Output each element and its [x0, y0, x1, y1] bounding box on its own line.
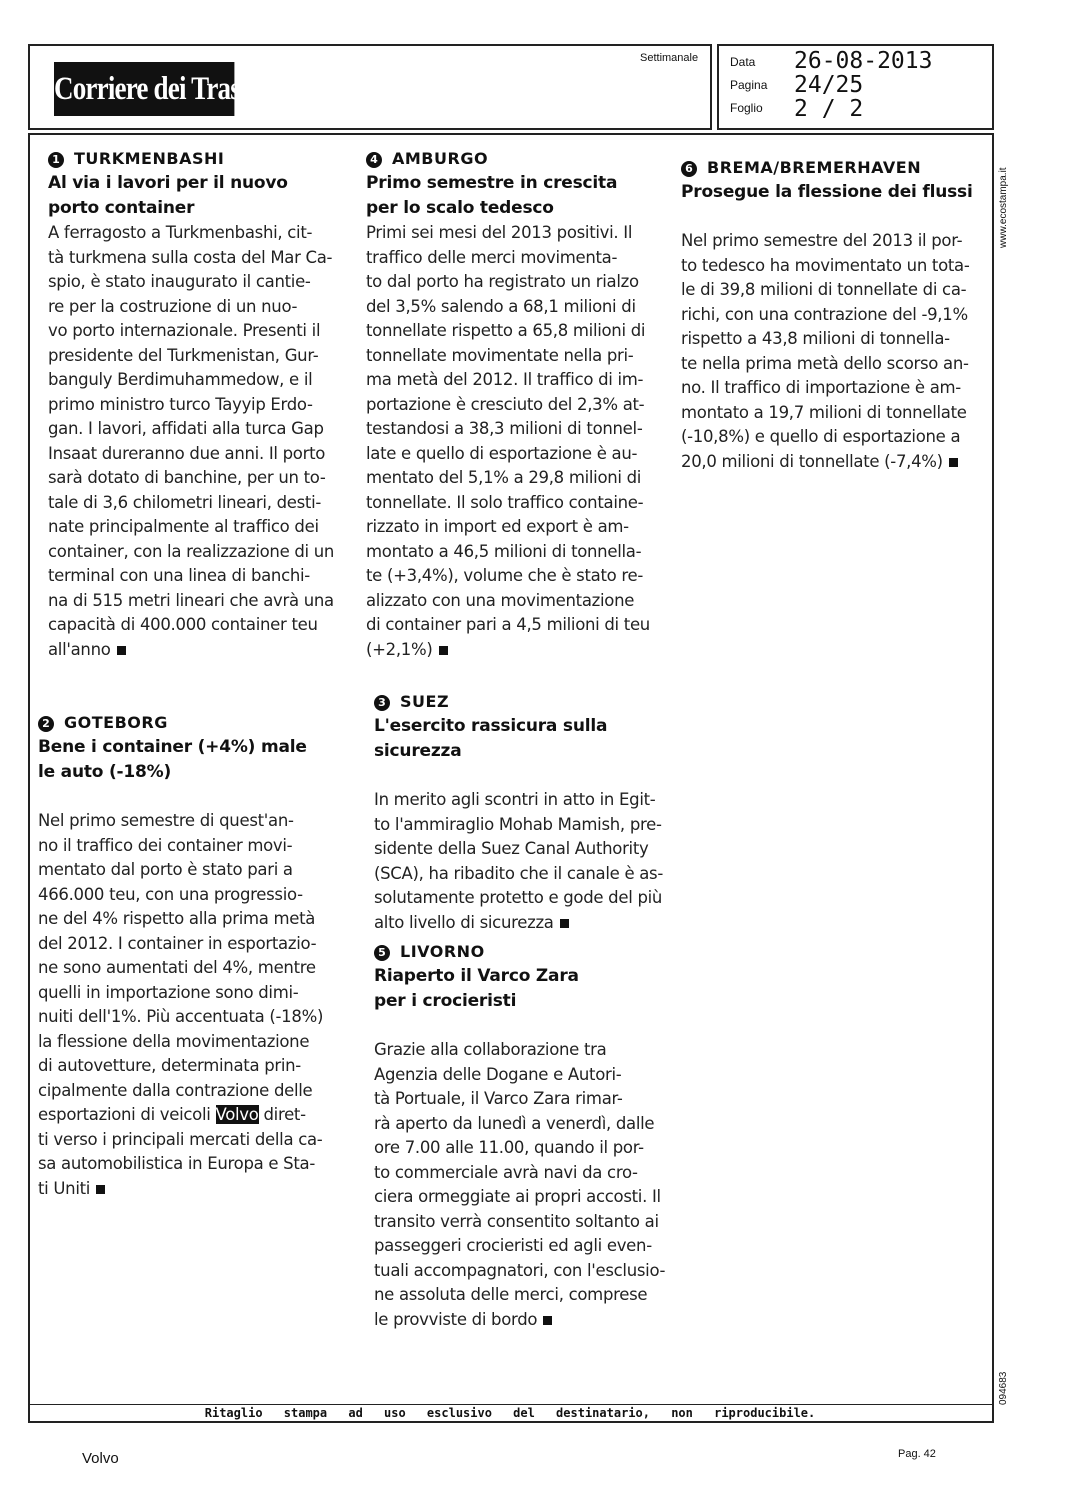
text-line: (-10,8%) e quello di esportazione a — [681, 427, 961, 446]
article-kicker: 3 SUEZ — [374, 690, 674, 714]
website-label: www.ecostampa.it — [998, 167, 1009, 248]
text-line: Agenzia delle Dogane e Autori- — [374, 1064, 622, 1084]
article-body — [366, 221, 666, 662]
keyword-label: Volvo — [82, 1450, 119, 1467]
number-badge-icon: 2 — [38, 716, 54, 732]
text-line: A ferragosto a Turkmenbashi, cit- — [48, 223, 313, 242]
text-line: la flessione della movimentazione — [38, 1031, 310, 1051]
article-suez — [374, 690, 674, 935]
article-turkmenbashi — [48, 147, 348, 662]
text-line: no. Il traffico di importazione è am- — [681, 378, 961, 397]
text-line: per i crocieristi — [374, 991, 517, 1011]
text-line: montato a 19,7 milioni di tonnellate — [681, 402, 967, 422]
text-line: re per la costruzione di un nuo- — [48, 296, 298, 316]
text-line: Nel primo semestre del 2013 il por- — [681, 231, 963, 250]
text-line: all'anno — [48, 638, 348, 663]
text-line: spio, è stato inaugurato il cantie- — [48, 272, 311, 291]
number-badge-icon: 4 — [366, 152, 382, 168]
text-line: alto livello di sicurezza — [374, 911, 674, 936]
text-line: sa automobilistica in Europa e Sta- — [38, 1154, 315, 1173]
article-kicker: 2 GOTEBORG — [38, 711, 338, 735]
pagina-label: Pagina — [730, 78, 768, 92]
number-badge-icon: 5 — [374, 945, 390, 961]
text-line: te (+3,4%), volume che è stato re- — [366, 566, 643, 585]
text-line: to dal porto ha registrato un rialzo — [366, 272, 639, 291]
text-line: 20,0 milioni di tonnellate (-7,4%) — [681, 450, 981, 475]
text-line: ore 7.00 alle 11.00, quando il por- — [374, 1138, 644, 1157]
text-line: rizzato in import ed export è am- — [366, 517, 629, 536]
text-line: to tedesco ha movimentato un tota- — [681, 255, 970, 275]
text-line: richi, con una contrazione del -9,1% — [681, 304, 968, 324]
article-kicker: 4 AMBURGO — [366, 147, 666, 171]
text-line: na di 515 metri lineari che avrà una — [48, 590, 334, 610]
text-line: vo porto internazionale. Presenti il — [48, 321, 321, 340]
text-line: transito verrà consentito soltanto ai — [374, 1211, 659, 1231]
clipping-code: 094683 — [998, 1371, 1009, 1405]
article-kicker: 1 TURKMENBASHI — [48, 147, 348, 171]
article-amburgo — [366, 147, 666, 662]
text-line: ne sono aumentati del 4%, mentre — [38, 958, 316, 977]
text-line: Primi sei mesi del 2013 positivi. Il — [366, 223, 633, 242]
article-body — [681, 229, 981, 474]
text-line: testandosi a 38,3 milioni di tonnel- — [366, 419, 643, 438]
text-line: tonnellate rispetto a 65,8 milioni di — [366, 321, 646, 340]
text-line: presidente del Turkmenistan, Gur- — [48, 345, 319, 365]
foglio-value: 2 / 2 — [794, 96, 864, 122]
text-line: del 3,5% salendo a 68,1 milioni di — [366, 296, 636, 316]
text-line: ne assoluta delle merci, comprese — [374, 1285, 648, 1304]
text-line: cipalmente dalla contrazione delle — [38, 1080, 313, 1100]
text-line: primo ministro turco Tayyip Erdo- — [48, 394, 313, 414]
article-title — [374, 714, 674, 764]
article-kicker: 5 LIVORNO — [374, 940, 674, 964]
article-title — [366, 171, 666, 221]
text-line: le provviste di bordo — [374, 1308, 674, 1333]
text-line: Grazie alla collaborazione tra — [374, 1040, 607, 1059]
text-line: capacità di 400.000 container teu — [48, 615, 318, 634]
text-line: no il traffico dei container movi- — [38, 835, 293, 855]
article-brema-bremerhaven — [681, 156, 981, 474]
end-mark-icon — [96, 1185, 105, 1194]
data-label: Data — [730, 55, 756, 69]
text-line: In merito agli scontri in atto in Egit- — [374, 790, 656, 809]
text-line: rispetto a 43,8 milioni di tonnella- — [681, 329, 950, 348]
number-badge-icon: 6 — [681, 161, 697, 177]
text-line: Nel primo semestre di quest'an- — [38, 811, 294, 830]
text-line: ne del 4% rispetto alla prima metà — [38, 909, 316, 928]
end-mark-icon — [117, 646, 126, 655]
text-line: 466.000 teu, con una progressio- — [38, 884, 303, 904]
article-livorno — [374, 940, 674, 1332]
text-line: container, con la realizzazione di un — [48, 541, 335, 561]
article-kicker: 6 BREMA/BREMERHAVEN — [681, 156, 981, 180]
text-line: terminal con una linea di banchi- — [48, 566, 310, 585]
text-line: mentato del 5,1% a 29,8 milioni di — [366, 468, 642, 487]
pagina-value: 24/25 — [794, 72, 864, 98]
text-line: gan. I lavori, affidati alla turca Gap — [48, 419, 324, 438]
text-line: tonnellate. Il solo traffico containe- — [366, 492, 644, 512]
text-line: L'esercito rassicura sulla sicurezza — [374, 716, 608, 761]
text-line: rà aperto da lunedì a venerdì, dalle — [374, 1113, 655, 1133]
number-badge-icon: 3 — [374, 695, 390, 711]
footer-divider — [30, 1404, 992, 1405]
highlighted-keyword: Volvo — [215, 1105, 259, 1124]
text-line: te nella prima metà dello scorso an- — [681, 353, 969, 373]
article-body — [374, 788, 674, 935]
text-line: (SCA), ha ribadito che il canale è as- — [374, 863, 664, 883]
data-value: 26-08-2013 — [794, 48, 933, 74]
page-number: Pag. 42 — [898, 1448, 936, 1460]
text-line: sidente della Suez Canal Authority — [374, 839, 649, 858]
text-line: alizzato con una movimentazione — [366, 590, 635, 610]
text-line: to commerciale avrà navi da cro- — [374, 1162, 638, 1182]
text-line: ti Uniti — [38, 1177, 338, 1202]
text-line: montato a 46,5 milioni di tonnella- — [366, 541, 642, 561]
article-body: Nel primo semestre di quest'an- no il traffico dei container movi- mentato dal porto è stato pari a 466.000 teu, con una progressio- ne del 4% rispetto alla prima metà del 2012. I container in esportazio- ne sono aumentati del 4%, mentre quelli in importazione sono dimi- nuiti dell'1%. Più accentuata (-18%) la flessione della movimentazione di autovetture, determinata prin- cipalmente dalla contrazione delle esportazioni di veicoli Volvo diret- ti verso i principali mercati della ca- sa automobilistica in Europa e Sta- ti Uniti — [38, 809, 338, 1201]
newspaper-logo: Corriere dei Trasporti — [54, 62, 234, 116]
text-line: sarà dotato di banchine, per un to- — [48, 468, 326, 487]
article-title — [38, 735, 338, 785]
end-mark-icon — [560, 919, 569, 928]
text-line: tà Portuale, il Varco Zara rimar- — [374, 1089, 623, 1108]
text-line: di autovetture, determinata prin- — [38, 1056, 301, 1075]
text-line: Primo semestre in crescita — [366, 173, 618, 193]
text-line: Al via i lavori per il nuovo — [48, 173, 288, 193]
text-line: nuiti dell'1%. Più accentuata (-18%) — [38, 1007, 324, 1026]
text-line: Prosegue la flessione dei flussi — [681, 182, 973, 202]
number-badge-icon: 1 — [48, 152, 64, 168]
text-line: le di 39,8 milioni di tonnellate di ca- — [681, 280, 967, 299]
text-line: nate principalmente al traffico dei — [48, 517, 319, 536]
text-line: banguly Berdimuhammedow, e il — [48, 370, 313, 389]
text-line: tà turkmena sulla costa del Mar Ca- — [48, 247, 333, 267]
text-line: le auto (-18%) — [38, 762, 172, 782]
article-body — [48, 221, 348, 662]
text-line: to l'ammiraglio Mohab Mamish, pre- — [374, 814, 662, 834]
text-line: Riaperto il Varco Zara — [374, 966, 579, 986]
text-line: traffico delle merci movimenta- — [366, 247, 618, 267]
text-line: portazione è cresciuto del 2,3% at- — [366, 394, 645, 414]
text-line: del 2012. I container in esportazio- — [38, 933, 317, 953]
text-line: porto container — [48, 198, 195, 218]
footer-notice: Ritaglio stampa ad uso esclusivo del destinatario, non riproducibile. — [204, 1406, 816, 1420]
text-line: tuali accompagnatori, con l'esclusio- — [374, 1260, 666, 1280]
article-title — [48, 171, 348, 221]
text-line: mentato dal porto è stato pari a — [38, 860, 293, 879]
text-line: Insaat dureranno due anni. Il porto — [48, 443, 326, 463]
text-line: passeggeri crocieristi ed agli even- — [374, 1236, 652, 1255]
article-title — [681, 180, 981, 205]
text-line: di container pari a 4,5 milioni di teu — [366, 615, 650, 634]
frequency-label: Settimanale — [640, 52, 699, 64]
text-line: per lo scalo tedesco — [366, 198, 554, 218]
text-line: solutamente protetto e gode del più — [374, 888, 663, 907]
text-line: ma metà del 2012. Il traffico di im- — [366, 370, 644, 389]
text-line: Bene i container (+4%) male — [38, 737, 307, 757]
text-line: late e quello di esportazione è au- — [366, 443, 638, 463]
article-body — [374, 1038, 674, 1332]
text-line: ti verso i principali mercati della ca- — [38, 1129, 323, 1149]
text-line: tonnellate movimentate nella pri- — [366, 345, 634, 365]
foglio-label: Foglio — [730, 101, 763, 115]
text-line: tale di 3,6 chilometri lineari, desti- — [48, 492, 322, 512]
text-line: ciera ormeggiate ai propri accosti. Il — [374, 1187, 661, 1206]
end-mark-icon — [439, 646, 448, 655]
article-title — [374, 964, 674, 1014]
end-mark-icon — [949, 458, 958, 467]
end-mark-icon — [543, 1316, 552, 1325]
text-line: (+2,1%) — [366, 638, 666, 663]
text-line: quelli in importazione sono dimi- — [38, 982, 299, 1002]
article-goteborg — [38, 711, 338, 1201]
